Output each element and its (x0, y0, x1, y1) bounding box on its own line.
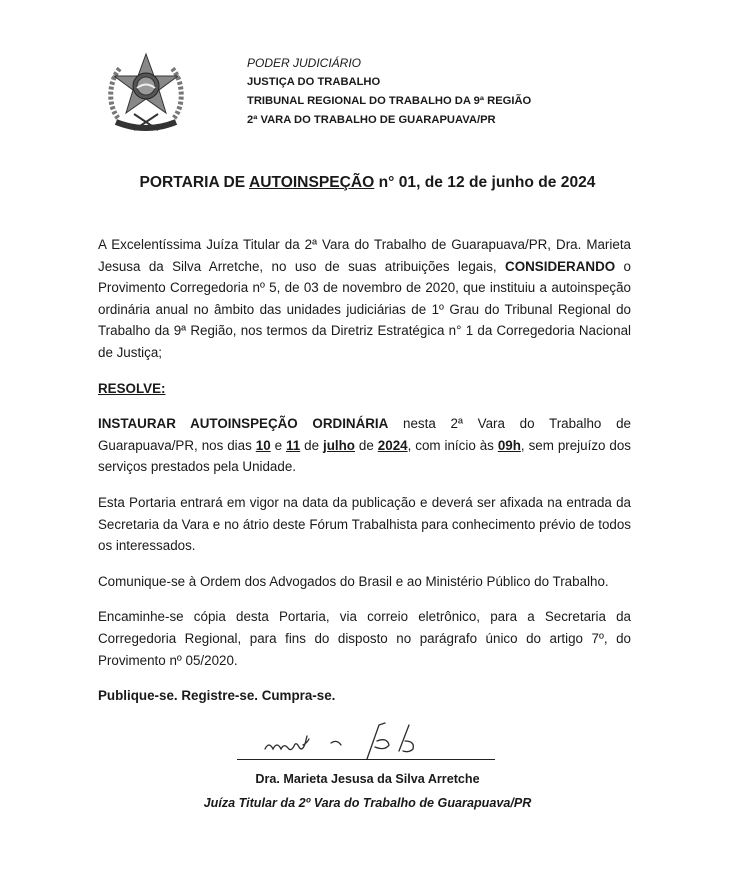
document-body (98, 234, 631, 721)
resolve-heading (98, 378, 631, 400)
paragraph2-text: e (270, 437, 287, 453)
header-line-3: TRIBUNAL REGIONAL DO TRABALHO DA 9ª REGIÃO (247, 95, 532, 107)
instaurar-label: INSTAURAR AUTOINSPEÇÃO ORDINÁRIA (98, 416, 389, 432)
signature-line (237, 759, 495, 760)
paragraph1-part2: o Provimento Corregedoria nº 5, de 03 de novembro de 2020, que instituiu a autoinspeção ordinária anual no âmbito das unidades judiciárias de 1º Grau do Tribunal Regional do Trabalho da 9ª Região, nos termos da Diretriz Estratégica n° 1 da Corregedoria Nacional de Justiça; (98, 258, 632, 360)
resolve-label: RESOLVE: (98, 380, 166, 396)
title-prefix: PORTARIA DE (139, 174, 249, 191)
document-title (0, 174, 735, 192)
start-hour: 09h (497, 437, 521, 453)
paragraph-comunique: Comunique-se à Ordem dos Advogados do Brasil e ao Ministério Público do Trabalho. (98, 573, 609, 589)
handwritten-signature-icon (235, 715, 500, 765)
paragraph2-text: , sem prejuízo dos serviços prestados pela Unidade. (98, 437, 632, 475)
day-2: 11 (286, 437, 301, 453)
header-line-4: 2ª VARA DO TRABALHO DE GUARAPUAVA/PR (247, 114, 496, 126)
header-line-1: PODER JUDICIÁRIO (247, 56, 362, 70)
paragraph-considerando (98, 234, 631, 364)
paragraph-vigor: Esta Portaria entrará em vigor na data da publicação e deverá ser afixada na entrada da Secretaria da Vara e no átrio deste Fórum Trabalhista para conhecimento prévio de todos os interessados. (98, 494, 631, 554)
year: 2024 (377, 437, 408, 453)
paragraph2-text: nesta 2ª Vara do Trabalho de Guarapuava/PR, nos dias (98, 416, 631, 453)
month: julho (323, 437, 355, 453)
signer-role: Juíza Titular da 2º Vara do Trabalho de Guarapuava/PR (203, 796, 532, 810)
signer-name: Dra. Marieta Jesusa da Silva Arretche (255, 772, 480, 786)
considerando-label: CONSIDERANDO (505, 258, 616, 274)
paragraph-encaminhe: Encaminhe-se cópia desta Portaria, via correio eletrônico, para a Secretaria da Corregedoria Regional, para fins do disposto no parágrafo único do artigo 7º, do Provimento nº 05/2020. (98, 609, 631, 668)
institution-header (247, 54, 531, 130)
title-suffix: n° 01, de 12 de junho de 2024 (374, 174, 596, 191)
title-underlined: AUTOINSPEÇÃO (248, 174, 375, 191)
paragraph2-text: , com início às (407, 437, 498, 453)
paragraph2-text: de (300, 437, 323, 453)
paragraph-instaurar (98, 413, 631, 478)
brazil-coat-of-arms-icon (104, 48, 188, 138)
header-line-2: JUSTIÇA DO TRABALHO (247, 76, 381, 88)
closing-line: Publique-se. Registre-se. Cumpra-se. (98, 688, 336, 704)
day-1: 10 (255, 437, 271, 453)
paragraph2-text: de (354, 437, 378, 453)
paragraph1-part1: A Excelentíssima Juíza Titular da 2ª Vara do Trabalho de Guarapuava/PR, Dra. Marieta Jesusa da Silva Arretche, no uso de suas atribuições legais, (98, 237, 631, 274)
